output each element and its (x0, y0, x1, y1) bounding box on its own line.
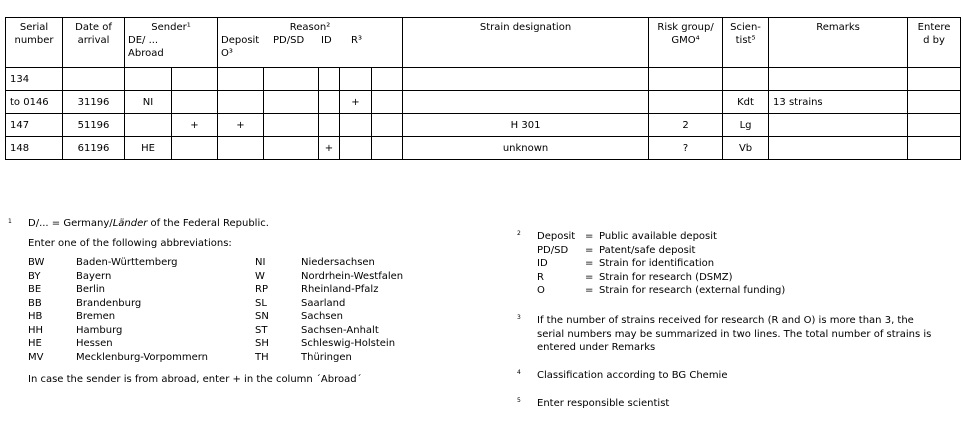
reason-code: O (537, 285, 545, 296)
header-entered-by: Entere d by (908, 18, 961, 68)
cell-id (319, 91, 340, 114)
cell-r: + (340, 91, 372, 114)
reason-code-row (537, 230, 957, 244)
cell-o (372, 91, 403, 114)
cell-remarks (769, 114, 908, 137)
cell-serial: 148 (6, 137, 63, 160)
state-name: Thüringen (301, 351, 352, 363)
cell-o (372, 68, 403, 91)
footnote-5: Enter responsible scientist (537, 398, 670, 409)
state-name: Rheinland-Pfalz (301, 284, 379, 295)
cell-scientist: Vb (723, 137, 769, 160)
reason-description: Strain for research (external funding) (599, 285, 786, 296)
equals-sign: = (585, 231, 594, 242)
cell-abroad (172, 91, 218, 114)
footnote-3-line: serial numbers may be summarized in two lines. The total number of strains is (537, 328, 932, 340)
cell-id (319, 68, 340, 91)
state-code: SN (255, 311, 269, 322)
header-strain-designation: Strain designation (403, 18, 649, 68)
reason-title: Reason² (289, 22, 331, 33)
footnote-3-line: If the number of strains received for research (R and O) is more than 3, the (537, 315, 914, 326)
abbreviation-row (28, 283, 488, 297)
state-code: BY (28, 270, 41, 282)
footnote-1 (28, 217, 488, 387)
cell-deposit (218, 91, 264, 114)
abbreviation-list (28, 256, 488, 364)
abbreviation-row (28, 256, 488, 270)
cell-id: + (319, 137, 340, 160)
reason-code-row (537, 271, 957, 285)
cell-entered (908, 68, 961, 91)
sender-abroad: Abroad (128, 48, 164, 59)
state-name: Bayern (76, 270, 112, 282)
reason-code: PD/SD (537, 244, 569, 256)
cell-r (340, 137, 372, 160)
cell-remarks: 13 strains (769, 91, 908, 114)
footnote-2-mark: 2 (517, 230, 521, 237)
cell-pdsd (264, 68, 319, 91)
state-name: Hamburg (76, 324, 123, 336)
sender-title: Sender¹ (151, 22, 191, 33)
state-name: Saarland (301, 297, 346, 309)
state-name: Baden-Württemberg (76, 257, 178, 268)
abbreviation-row (28, 351, 488, 365)
cell-o (372, 137, 403, 160)
header-risk-group: Risk group/ GMO⁴ (649, 18, 723, 68)
footnote-1-line2: Enter one of the following abbreviations: (28, 237, 232, 249)
cell-abroad (172, 68, 218, 91)
state-code: MV (28, 351, 44, 363)
state-code: HE (28, 338, 42, 349)
table-row (6, 114, 961, 137)
table-row (6, 137, 961, 160)
state-name: Berlin (76, 284, 106, 295)
cell-de: HE (125, 137, 172, 160)
reason-description: Strain for research (DSMZ) (599, 271, 733, 283)
reason-code: Deposit (537, 231, 576, 242)
equals-sign: = (585, 271, 594, 283)
table-row (6, 68, 961, 91)
equals-sign: = (585, 244, 594, 256)
footnote-3-mark: 3 (517, 314, 521, 321)
footnote-3-line: entered under Remarks (537, 342, 656, 353)
state-code: SL (255, 297, 267, 309)
cell-risk (649, 68, 723, 91)
cell-risk: ? (649, 137, 723, 160)
cell-pdsd (264, 137, 319, 160)
cell-strain (403, 68, 649, 91)
cell-entered (908, 114, 961, 137)
state-code: SH (255, 338, 269, 349)
abbreviation-row (28, 337, 488, 351)
sender-de: DE/ ... (128, 35, 159, 46)
cell-serial: 134 (6, 68, 63, 91)
state-name: Sachsen-Anhalt (301, 324, 379, 336)
reason-deposit: Deposit (221, 35, 260, 46)
cell-id (319, 114, 340, 137)
footnote-3 (537, 314, 962, 355)
state-code: W (255, 270, 265, 282)
footnote-2 (537, 230, 957, 298)
state-name: Hessen (76, 338, 113, 349)
footnote-5-mark: 5 (517, 397, 521, 404)
header-sender (125, 18, 218, 68)
state-code: HH (28, 324, 44, 336)
state-code: RP (255, 284, 268, 295)
state-name: Nordrhein-Westfalen (301, 270, 404, 282)
state-code: NI (255, 257, 266, 268)
reason-code-list (537, 230, 957, 298)
cell-date: 31196 (63, 91, 125, 114)
reason-r: R³ (351, 35, 362, 46)
reason-description: Strain for identification (599, 258, 715, 269)
cell-deposit (218, 137, 264, 160)
reason-pdsd: PD/SD (273, 35, 305, 46)
cell-deposit (218, 68, 264, 91)
header-scientist: Scien- tist⁵ (723, 18, 769, 68)
abbreviation-row (28, 270, 488, 284)
footnote-4-mark: 4 (517, 369, 521, 376)
strain-register-table (5, 17, 961, 160)
cell-strain: unknown (403, 137, 649, 160)
cell-strain (403, 91, 649, 114)
reason-id: ID (321, 35, 332, 46)
cell-entered (908, 137, 961, 160)
table-row (6, 91, 961, 114)
reason-description: Patent/safe deposit (599, 244, 696, 256)
cell-r (340, 68, 372, 91)
cell-strain: H 301 (403, 114, 649, 137)
cell-pdsd (264, 91, 319, 114)
header-remarks: Remarks (769, 18, 908, 68)
state-name: Schleswig-Holstein (301, 338, 396, 349)
cell-risk: 2 (649, 114, 723, 137)
equals-sign: = (585, 258, 594, 269)
reason-code-row (537, 284, 957, 298)
cell-scientist: Lg (723, 114, 769, 137)
cell-date: 61196 (63, 137, 125, 160)
reason-description: Public available deposit (599, 231, 717, 242)
cell-scientist (723, 68, 769, 91)
cell-serial: to 0146 (6, 91, 63, 114)
state-code: BE (28, 284, 42, 295)
cell-r (340, 114, 372, 137)
state-code: HB (28, 311, 43, 322)
state-name: Brandenburg (76, 297, 142, 309)
cell-scientist: Kdt (723, 91, 769, 114)
abbreviation-row (28, 324, 488, 338)
state-code: BW (28, 257, 45, 268)
abbreviation-row (28, 297, 488, 311)
cell-abroad (172, 137, 218, 160)
cell-pdsd (264, 114, 319, 137)
state-name: Mecklenburg-Vorpommern (76, 351, 208, 363)
cell-remarks (769, 137, 908, 160)
reason-o: O³ (221, 48, 233, 59)
footnote-1-last: In case the sender is from abroad, enter + in the column ´Abroad´ (28, 374, 362, 385)
state-name: Sachsen (301, 311, 344, 322)
footnote-1-line1: D/... = Germany/Länder of the Federal Republic. (28, 218, 269, 229)
reason-code: R (537, 271, 544, 283)
equals-sign: = (585, 285, 594, 296)
cell-deposit: + (218, 114, 264, 137)
state-name: Niedersachsen (301, 257, 375, 268)
header-date-of-arrival: Date of arrival (63, 18, 125, 68)
cell-de: NI (125, 91, 172, 114)
cell-risk (649, 91, 723, 114)
cell-o (372, 114, 403, 137)
cell-de (125, 68, 172, 91)
cell-date (63, 68, 125, 91)
cell-entered (908, 91, 961, 114)
cell-serial: 147 (6, 114, 63, 137)
cell-abroad: + (172, 114, 218, 137)
state-code: TH (255, 351, 269, 363)
abbreviation-row (28, 310, 488, 324)
reason-code: ID (537, 258, 548, 269)
state-name: Bremen (76, 311, 116, 322)
reason-code-row (537, 257, 957, 271)
reason-code-row (537, 244, 957, 258)
header-reason (218, 18, 403, 68)
state-code: ST (255, 324, 268, 336)
state-code: BB (28, 297, 42, 309)
cell-date: 51196 (63, 114, 125, 137)
cell-remarks (769, 68, 908, 91)
footnote-1-mark: 1 (8, 218, 12, 225)
table-header-row (6, 18, 961, 68)
footnote-4: Classification according to BG Chemie (537, 370, 728, 381)
cell-de (125, 114, 172, 137)
header-serial-number: Serial number (6, 18, 63, 68)
